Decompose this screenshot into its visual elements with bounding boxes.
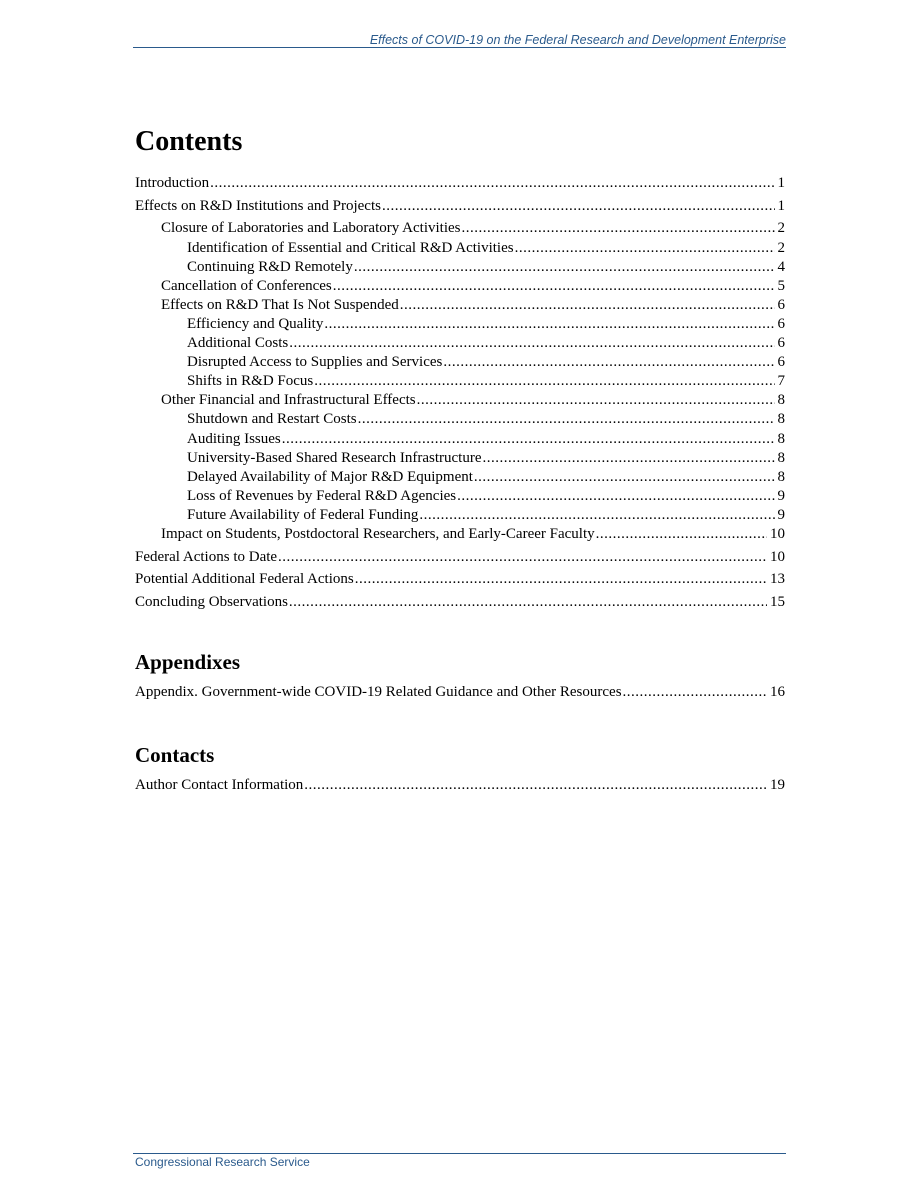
toc-dot-leader [289,334,774,353]
toc-entry-page-number: 8 [777,430,785,447]
toc-entry-label: Author Contact Information [135,777,304,793]
toc-entry-label: Potential Additional Federal Actions [135,571,354,588]
toc-dot-leader [210,174,774,193]
toc-dot-leader [304,776,767,795]
toc-entry-label: Additional Costs [187,335,289,351]
toc-entry-page-number: 6 [777,354,785,371]
toc-dot-leader [482,449,774,468]
toc-entry[interactable] [161,391,785,410]
toc-entry-label: Other Financial and Infrastructural Effects [161,392,416,409]
toc-entry-page-number: 1 [777,197,785,214]
running-header-title: Effects of COVID-19 on the Federal Research and Development Enterprise [369,33,786,47]
footer-publisher: Congressional Research Service [135,1155,310,1169]
toc-entry-page-number: 8 [777,392,785,409]
toc-dot-leader [419,506,774,525]
toc-dot-leader [474,468,775,487]
toc-dot-leader [333,277,775,296]
toc-entry[interactable] [135,548,785,567]
toc-entry-page-number: 6 [777,335,785,351]
toc-entry[interactable] [187,468,785,487]
toc-entry[interactable] [135,197,785,216]
appendixes-heading: Appendixes [135,650,241,674]
toc-entry-page-number: 4 [777,258,785,275]
toc-dot-leader [278,548,767,567]
toc-entry[interactable] [161,296,785,315]
toc-entry[interactable] [187,430,785,449]
toc-entry[interactable] [187,506,785,525]
toc-dot-leader [354,258,775,277]
toc-entry[interactable] [135,776,785,795]
contacts-heading: Contacts [135,743,215,767]
footer-rule [133,1153,786,1154]
toc-entry-page-number: 1 [777,175,785,191]
toc-entry-label: Efficiency and Quality [187,315,324,332]
toc-entry-label: Appendix. Government-wide COVID-19 Related Guidance and Other Resources [135,684,622,700]
toc-entry[interactable] [135,593,785,612]
toc-entry-page-number: 19 [770,777,785,793]
toc-dot-leader [282,430,775,449]
toc-entry-label: Auditing Issues [187,430,281,447]
toc-entry[interactable] [187,372,785,391]
toc-dot-leader [623,683,767,702]
toc-dot-leader [355,570,767,589]
toc-entry-page-number: 9 [777,487,785,504]
toc-entry-label: Federal Actions to Date [135,548,278,565]
toc-entry-page-number: 2 [777,220,785,237]
toc-dot-leader [314,372,774,391]
toc-entry-label: Identification of Essential and Critical R&D Activities [187,239,514,256]
toc-dot-leader [400,296,775,315]
toc-entry-label: Disrupted Access to Supplies and Services [187,354,443,371]
toc-entry-page-number: 8 [777,449,785,466]
toc-dot-leader [324,315,774,334]
toc-entry[interactable] [187,410,785,429]
toc-entry-label: Effects on R&D Institutions and Projects [135,197,381,214]
toc-entry[interactable] [135,174,785,193]
toc-entry-label: Future Availability of Federal Funding [187,506,419,523]
toc-dot-leader [462,219,775,238]
toc-entry[interactable] [187,334,785,353]
toc-entry[interactable] [187,258,785,277]
toc-entry-page-number: 15 [770,594,785,611]
toc-entry-label: Cancellation of Conferences [161,277,332,294]
toc-entry-page-number: 16 [770,684,785,700]
toc-entry[interactable] [187,449,785,468]
toc-entry-label: Delayed Availability of Major R&D Equipment [187,468,473,485]
toc-entry-page-number: 13 [770,571,785,588]
toc-entry-label: University-Based Shared Research Infrastructure [187,449,482,466]
toc-entry-page-number: 8 [777,468,785,485]
toc-entry-label: Effects on R&D That Is Not Suspended [161,296,399,313]
toc-entry[interactable] [135,683,785,702]
toc-entry[interactable] [187,239,785,258]
toc-entry-label: Loss of Revenues by Federal R&D Agencies [187,487,457,504]
toc-entry-page-number: 8 [777,411,785,428]
toc-dot-leader [382,197,775,216]
toc-entry-page-number: 2 [777,239,785,256]
toc-entry-label: Impact on Students, Postdoctoral Researchers, and Early-Career Faculty [161,526,595,542]
toc-entry-page-number: 10 [770,526,785,542]
toc-entry-page-number: 7 [777,373,785,390]
toc-entry-label: Introduction [135,175,210,191]
toc-entry[interactable] [161,525,785,544]
toc-dot-leader [358,410,775,429]
toc-entry-label: Continuing R&D Remotely [187,258,353,275]
toc-entry-page-number: 6 [777,296,785,313]
toc-dot-leader [515,239,775,258]
toc-dot-leader [443,353,774,372]
toc-dot-leader [289,593,767,612]
toc-entry-label: Shifts in R&D Focus [187,373,314,390]
toc-dot-leader [596,525,767,544]
toc-entry-label: Concluding Observations [135,594,288,611]
toc-entry[interactable] [187,315,785,334]
toc-dot-leader [417,391,775,410]
toc-entry-page-number: 6 [777,315,785,332]
contents-heading: Contents [135,126,243,157]
toc-entry[interactable] [161,219,785,238]
toc-entry-label: Shutdown and Restart Costs [187,411,357,428]
toc-entry-label: Closure of Laboratories and Laboratory Activities [161,220,461,237]
toc-entry[interactable] [187,353,785,372]
toc-entry[interactable] [161,277,785,296]
header-rule [133,47,786,48]
toc-entry-page-number: 5 [777,277,785,294]
toc-entry[interactable] [135,570,785,589]
toc-dot-leader [457,487,774,506]
toc-entry-page-number: 10 [770,548,785,565]
toc-entry-page-number: 9 [777,506,785,523]
toc-entry[interactable] [187,487,785,506]
